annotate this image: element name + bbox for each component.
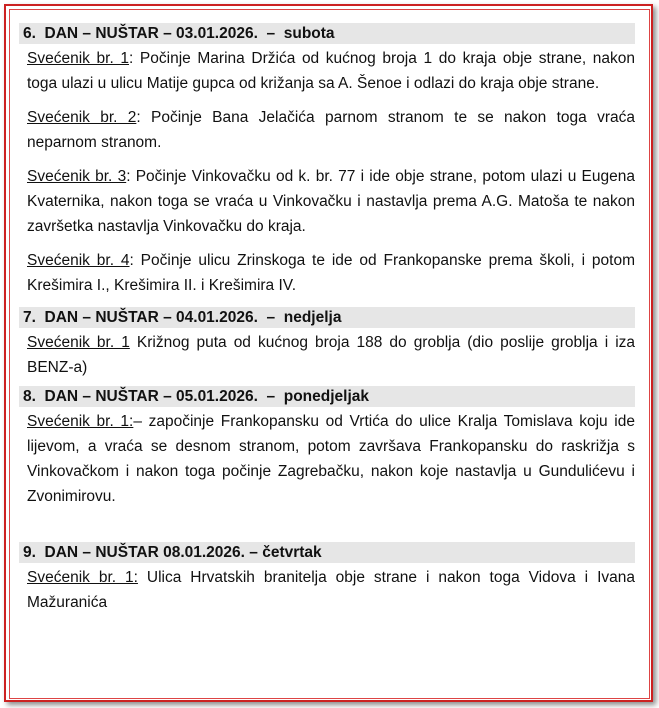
priest-label: Svećenik br. 1 <box>27 334 130 351</box>
entry-text: : Počinje ulicu Zrinskoga te ide od Frankopanske prema školi, i potom Krešimira I., Krešimira II. i Krešimira IV. <box>27 252 636 294</box>
priest-label: Svećenik br. 3 <box>27 168 127 185</box>
schedule-content <box>23 23 635 615</box>
priest-entry <box>27 46 635 96</box>
priest-label: Svećenik br. 1: <box>27 569 138 586</box>
day-section-8 <box>23 386 635 509</box>
day-header: 8. DAN – NUŠTAR – 05.01.2026. – ponedjeljak <box>19 386 635 407</box>
entry-text: : Počinje Bana Jelačića parnom stranom te se nakon toga vraća neparnom stranom. <box>27 109 635 151</box>
entry-text: Ulica Hrvatskih branitelja obje strane i nakon toga Vidova i Ivana Mažuranića <box>27 569 635 611</box>
priest-entry <box>27 164 635 239</box>
priest-entry <box>27 248 635 298</box>
day-section-7 <box>23 307 635 380</box>
entry-text: : Počinje Vinkovačku od k. br. 77 i ide obje strane, potom ulazi u Eugena Kvaternika, nakon toga se vraća u Vinkovačku i nastavlja prema A.G. Matoša te nakon završetka nastavlja Vinkovačku do kraja. <box>27 168 635 235</box>
priest-label: Svećenik br. 1 <box>27 50 129 67</box>
priest-label: Svećenik br. 2 <box>27 109 137 126</box>
day-section-6 <box>23 23 635 298</box>
entry-text: Križnog puta od kućnog broja 188 do groblja (dio poslije groblja i iza BENZ-a) <box>27 334 636 376</box>
entry-text: : Počinje Marina Držića od kućnog broja 1 do kraja obje strane, nakon toga ulazi u ulicu Matije gupca od križanja sa A. Šenoe i odlazi do kraja obje strane. <box>27 50 636 92</box>
priest-entry <box>27 565 635 615</box>
priest-entry <box>27 330 635 380</box>
day-header: 7. DAN – NUŠTAR – 04.01.2026. – nedjelja <box>19 307 635 328</box>
day-header: 9. DAN – NUŠTAR 08.01.2026. – četvrtak <box>19 542 635 563</box>
priest-label: Svećenik br. 1: <box>27 413 134 430</box>
day-section-9 <box>23 542 635 615</box>
entry-text: – započinje Frankopansku od Vrtića do ulice Kralja Tomislava koju ide lijevom, a vraća se desnom stranom, potom završava Frankopansku do raskrižja s Vinkovačkom i nakon toga počinje Zagrebačku, nakon koje nastavlja u Gundulićevu i Zvonimirovu. <box>27 413 635 505</box>
priest-entry <box>27 409 635 509</box>
priest-entry <box>27 105 635 155</box>
day-header: 6. DAN – NUŠTAR – 03.01.2026. – subota <box>19 23 635 44</box>
priest-label: Svećenik br. 4 <box>27 252 130 269</box>
